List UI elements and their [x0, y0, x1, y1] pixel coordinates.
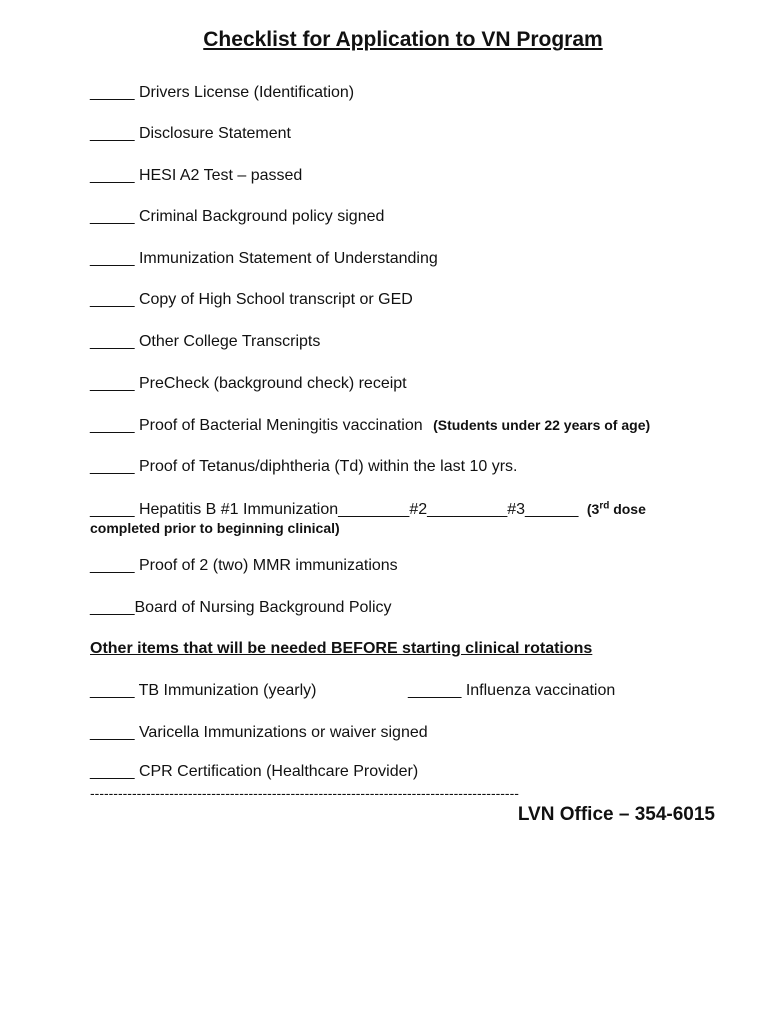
checklist-item-disclosure: _____ Disclosure Statement — [90, 125, 291, 142]
checklist-item-precheck: _____ PreCheck (background check) receipt — [90, 375, 407, 392]
section-heading-clinical: Other items that will be needed BEFORE starting clinical rotations — [90, 640, 593, 657]
separator-line: -------------------------------------------------------------------------------------------- — [90, 785, 519, 801]
checklist-item-college-transcripts: _____ Other College Transcripts — [90, 333, 321, 350]
hepatitis-note-sup: rd — [599, 500, 610, 512]
checklist-item-immunization-statement: _____ Immunization Statement of Understanding — [90, 250, 438, 267]
checklist-item-meningitis — [90, 415, 650, 436]
office-contact: LVN Office – 354-6015 — [517, 804, 715, 825]
hepatitis-note — [587, 501, 646, 517]
checklist-item-flu: ______ Influenza vaccination — [408, 682, 616, 699]
page-title: Checklist for Application to VN Program — [203, 28, 603, 51]
checklist-item-high-school-transcript: _____ Copy of High School transcript or GED — [90, 291, 413, 308]
hepatitis-text: _____ Hepatitis B #1 Immunization________#2_________#3______ — [90, 501, 579, 518]
hepatitis-note-rest: dose — [609, 501, 646, 517]
hepatitis-note-open: (3 — [586, 501, 600, 517]
meningitis-text: _____ Proof of Bacterial Meningitis vaccination — [90, 417, 423, 434]
hepatitis-note-line2: completed prior to beginning clinical) — [90, 520, 340, 536]
checklist-item-hepatitis — [90, 499, 646, 520]
checklist-item-bon: _____Board of Nursing Background Policy — [90, 599, 392, 616]
checklist-item-mmr: _____ Proof of 2 (two) MMR immunizations — [90, 557, 398, 574]
checklist-item-tetanus: _____ Proof of Tetanus/diphtheria (Td) within the last 10 yrs. — [90, 458, 518, 475]
checklist-item-drivers-license: _____ Drivers License (Identification) — [90, 84, 355, 101]
checklist-item-varicella: _____ Varicella Immunizations or waiver signed — [90, 724, 428, 741]
checklist-item-criminal-background: _____ Criminal Background policy signed — [90, 208, 385, 225]
checklist-item-tb: _____ TB Immunization (yearly) — [90, 682, 317, 699]
checklist-item-hesi: _____ HESI A2 Test – passed — [90, 167, 303, 184]
checklist-item-cpr: _____ CPR Certification (Healthcare Provider) — [90, 763, 419, 780]
meningitis-note: (Students under 22 years of age) — [433, 417, 651, 433]
